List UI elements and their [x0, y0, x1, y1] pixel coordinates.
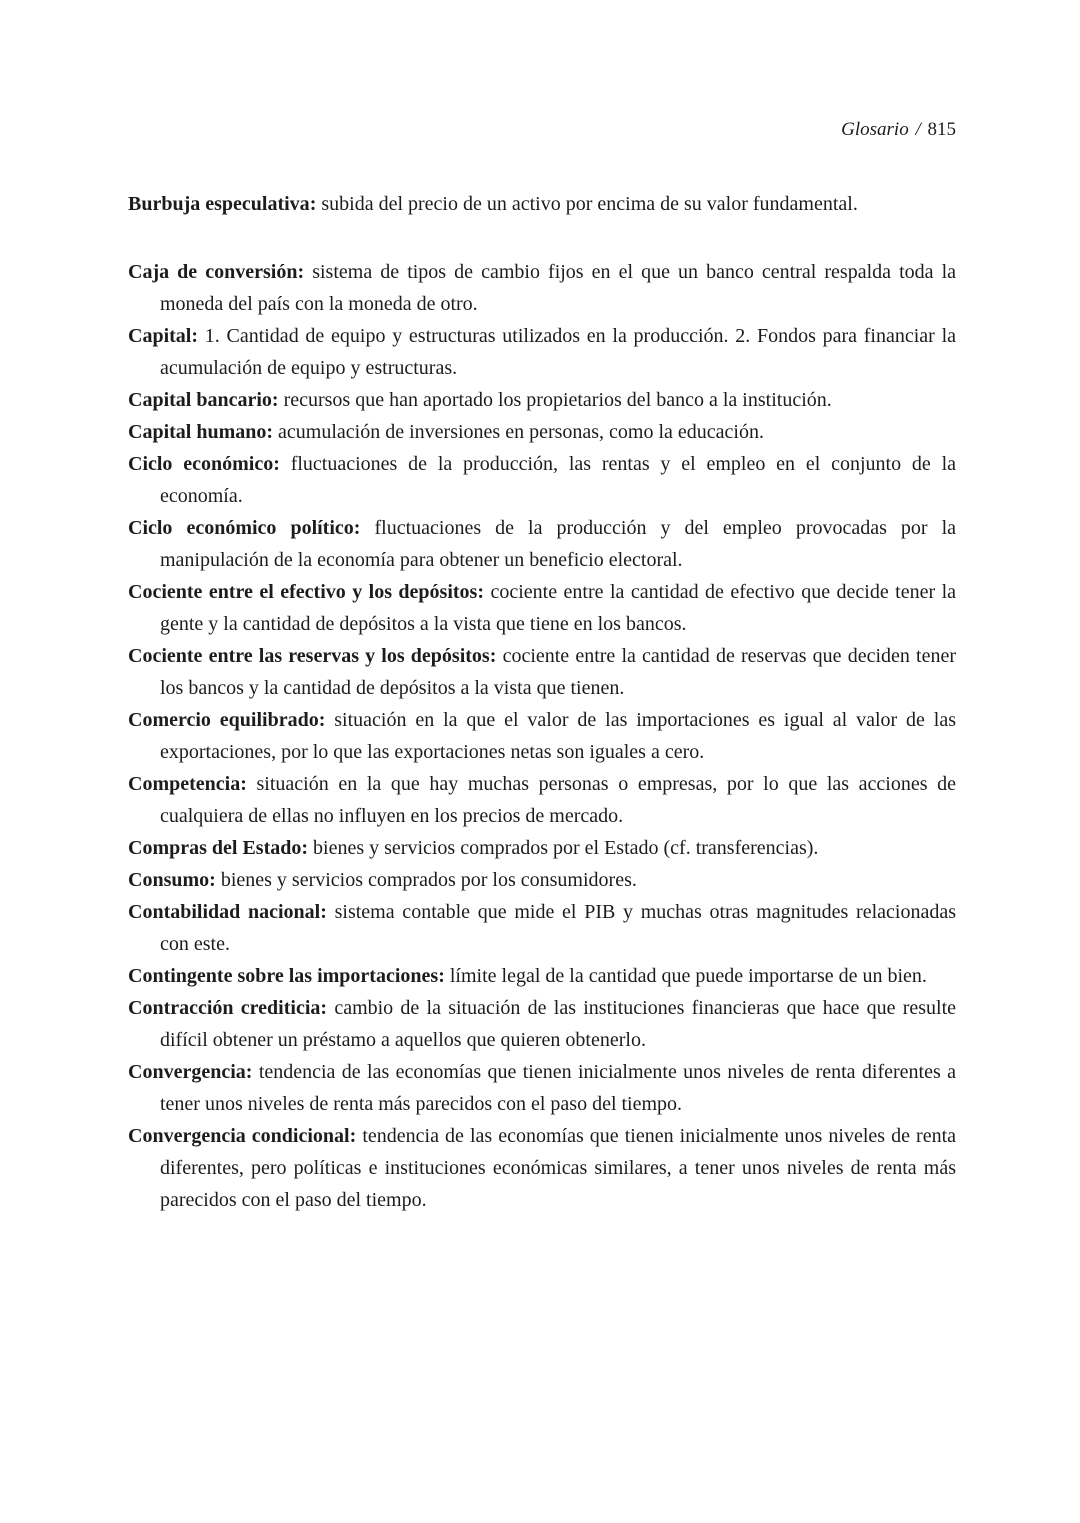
glossary-term: Convergencia condicional: [128, 1125, 350, 1147]
glossary-definition: 1. Cantidad de equipo y estructuras utilizados en la producción. 2. Fondos para financiar la acumulación de equipo y estructuras.: [160, 325, 956, 379]
running-head: [128, 118, 956, 142]
glossary-definition: bienes y servicios comprados por los consumidores.: [220, 869, 637, 891]
glossary-entry: [128, 1056, 956, 1120]
glossary-term: Ciclo económico: [128, 453, 274, 475]
running-head-separator: /: [915, 119, 921, 140]
glossary-entry: [128, 320, 956, 384]
glossary-definition: bienes y servicios comprados por el Estado (cf. transferencias).: [313, 837, 819, 859]
term-colon: :: [245, 1061, 253, 1083]
glossary-definition: cambio de la situación de las instituciones financieras que hace que resulte difícil obtener un préstamo a aquellos que quieren obtenerlo.: [160, 997, 956, 1051]
term-colon: :: [477, 581, 485, 603]
glossary-term: Capital: [128, 325, 192, 347]
glossary-definition: cociente entre la cantidad de efectivo que decide tener la gente y la cantidad de depósitos a la vista que tiene en los bancos.: [160, 581, 957, 635]
glossary-entry: [128, 384, 956, 416]
glossary-term: Comercio equilibrado: [128, 709, 319, 731]
glossary-entry: [128, 416, 956, 448]
glossary-term: Convergencia: [128, 1061, 246, 1083]
glossary-entry: [128, 864, 956, 896]
glossary-definition: tendencia de las economías que tienen inicialmente unos niveles de renta diferentes, pero políticas e instituciones económicas similares, a tener unos niveles de renta más parecidos con el paso del tiempo.: [160, 1125, 957, 1211]
glossary-definition: subida del precio de un activo por encima de su valor fundamental.: [321, 193, 858, 215]
term-colon: :: [489, 645, 497, 667]
term-colon: :: [438, 965, 445, 987]
glossary-entry: [128, 992, 956, 1056]
page-number: 815: [927, 119, 956, 140]
glossary-entry: [128, 576, 956, 640]
glossary-definition: límite legal de la cantidad que puede importarse de un bien.: [449, 965, 927, 987]
term-colon: :: [320, 901, 327, 923]
glossary-term: Cociente entre las reservas y los depósitos: [128, 645, 490, 667]
term-colon: :: [191, 325, 199, 347]
glossary-entry: [128, 188, 956, 220]
term-colon: :: [273, 453, 280, 475]
glossary-definition: fluctuaciones de la producción, las rentas y el empleo en el conjunto de la economía.: [160, 453, 956, 507]
glossary-entry: [128, 896, 956, 960]
glossary-definition: situación en la que el valor de las importaciones es igual al valor de las exportaciones, por lo que las exportaciones netas son iguales a cero.: [160, 709, 956, 763]
glossary-entry: [128, 832, 956, 864]
glossary-entry: [128, 704, 956, 768]
glossary-definition: sistema contable que mide el PIB y muchas otras magnitudes relacionadas con este.: [160, 901, 956, 955]
term-colon: :: [266, 421, 274, 443]
glossary-definition: acumulación de inversiones en personas, como la educación.: [278, 421, 764, 443]
glossary-entries: [128, 188, 956, 1216]
glossary-definition: fluctuaciones de la producción y del empleo provocadas por la manipulación de la economía para obtener un beneficio electoral.: [160, 517, 957, 571]
term-colon: :: [349, 1125, 357, 1147]
glossary-definition: sistema de tipos de cambio fijos en el que un banco central respalda toda la moneda del país con la moneda de otro.: [160, 261, 956, 315]
term-colon: :: [353, 517, 361, 539]
glossary-term: Contingente sobre las importaciones: [128, 965, 439, 987]
glossary-term: Competencia: [128, 773, 241, 795]
book-page: [128, 118, 956, 1216]
glossary-term: Capital humano: [128, 421, 267, 443]
running-head-title: Glosario: [841, 119, 909, 140]
glossary-entry: [128, 448, 956, 512]
term-colon: :: [320, 997, 328, 1019]
glossary-term: Ciclo económico político: [128, 517, 354, 539]
glossary-definition: cociente entre la cantidad de reservas que deciden tener los bancos y la cantidad de depósitos a la vista que tienen.: [160, 645, 957, 699]
term-colon: :: [309, 193, 317, 215]
glossary-term: Caja de conversión: [128, 261, 298, 283]
glossary-entry: [128, 960, 956, 992]
glossary-definition: tendencia de las economías que tienen inicialmente unos niveles de renta diferentes a tener unos niveles de renta más parecidos con el paso del tiempo.: [160, 1061, 957, 1115]
glossary-term: Cociente entre el efectivo y los depósitos: [128, 581, 478, 603]
glossary-term: Consumo: [128, 869, 210, 891]
glossary-entry: [128, 512, 956, 576]
term-colon: :: [240, 773, 247, 795]
glossary-term: Contracción crediticia: [128, 997, 321, 1019]
term-colon: :: [209, 869, 216, 891]
term-colon: :: [297, 261, 305, 283]
term-colon: :: [271, 389, 279, 411]
glossary-entry: [128, 1120, 956, 1216]
glossary-term: Compras del Estado: [128, 837, 302, 859]
glossary-entry: [128, 768, 956, 832]
glossary-term: Contabilidad nacional: [128, 901, 321, 923]
glossary-definition: recursos que han aportado los propietarios del banco a la institución.: [283, 389, 832, 411]
glossary-definition: situación en la que hay muchas personas o empresas, por lo que las acciones de cualquiera de ellas no influyen en los precios de mercado.: [160, 773, 957, 827]
term-colon: :: [301, 837, 309, 859]
term-colon: :: [318, 709, 326, 731]
glossary-entry: [128, 640, 956, 704]
glossary-term: Capital bancario: [128, 389, 272, 411]
glossary-term: Burbuja especulativa: [128, 193, 310, 215]
glossary-entry: [128, 256, 956, 320]
